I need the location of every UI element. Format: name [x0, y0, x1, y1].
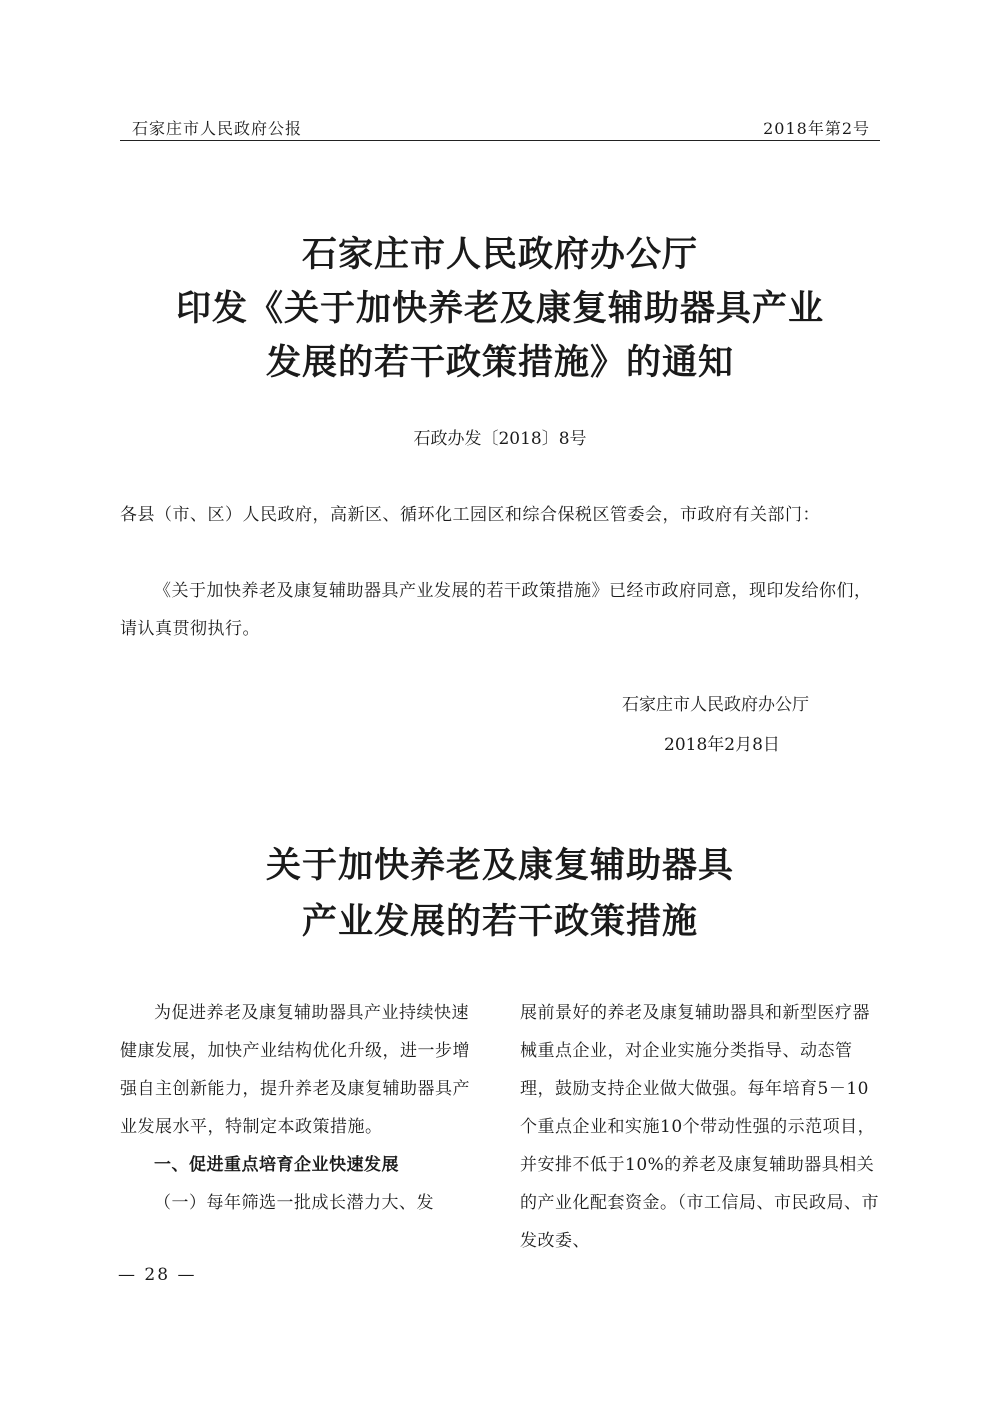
measures-title: [0, 838, 1000, 950]
notice-title: [0, 228, 1000, 390]
signature-organization: 石家庄市人民政府办公厅: [622, 695, 809, 715]
document-number: 石政办发〔2018〕8号: [413, 429, 587, 449]
notice-title-line: 发展的若干政策措施》的通知: [265, 342, 734, 383]
page-number: — 28 —: [118, 1265, 197, 1285]
right-column: [520, 994, 880, 1260]
measures-intro: 为促进养老及康复辅助器具产业持续快速健康发展，加快产业结构优化升级，进一步增强自主创新能力，提升养老及康复辅助器具产业发展水平，特制定本政策措施。: [120, 1003, 470, 1137]
publication-name: 石家庄市人民政府公报: [132, 119, 303, 138]
addressee: 各县（市、区）人民政府，高新区、循环化工园区和综合保税区管委会，市政府有关部门：: [120, 505, 820, 525]
page-header: [120, 112, 880, 141]
notice-body: 《关于加快养老及康复辅助器具产业发展的若干政策措施》已经市政府同意，现印发给你们，请认真贯彻执行。: [120, 581, 872, 639]
measures-title-line: 关于加快养老及康复辅助器具: [265, 845, 734, 886]
notice-title-line: 印发《关于加快养老及康复辅助器具产业: [175, 288, 824, 329]
left-column: [120, 994, 480, 1222]
signature-date: 2018年2月8日: [664, 735, 780, 755]
issue-number: 2018年第2号: [763, 119, 870, 138]
measures-title-line: 产业发展的若干政策措施: [301, 901, 698, 942]
item-text-continued: 展前景好的养老及康复辅助器具和新型医疗器械重点企业，对企业实施分类指导、动态管理，鼓励支持企业做大做强。每年培育5－10个重点企业和实施10个带动性强的示范项目，并安排不低于10%的养老及康复辅助器具相关的产业化配套资金。（市工信局、市民政局、市发改委、: [520, 1003, 879, 1251]
item-text: （一）每年筛选一批成长潜力大、发: [154, 1193, 434, 1213]
notice-title-line: 石家庄市人民政府办公厅: [301, 234, 698, 275]
section-heading: 一、促进重点培育企业快速发展: [154, 1155, 399, 1175]
